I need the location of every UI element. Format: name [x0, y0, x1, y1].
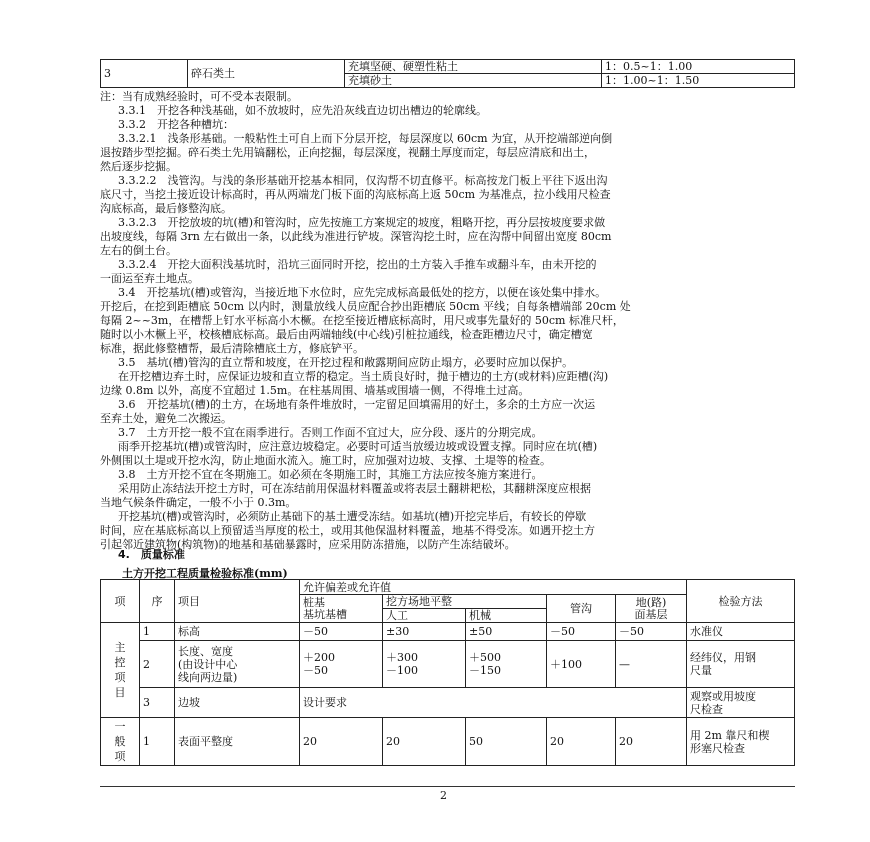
header-site: 挖方场地平整 [383, 595, 547, 609]
cell-item: 表面平整度 [175, 718, 300, 766]
cell-method-line: 形塞尺检查 [690, 741, 745, 755]
slope-table [100, 59, 795, 88]
paragraph: 左右的倒土台。 [100, 244, 177, 257]
slope-table-fill: 充填坚硬、硬塑性粘土 [345, 60, 602, 74]
cell-method [687, 688, 795, 718]
cell-value-line: ＋200 [303, 651, 335, 664]
paragraph: 3.3.2.4 开挖大面积浅基坑时，沿坑三面同时开挖，挖出的土方装入手推车或翻斗车，由未开挖的 [118, 258, 597, 271]
paragraph: 标准，据此修整槽帮，最后清除槽底土方，修底铲平。 [100, 342, 364, 355]
paragraph: 至弃土处，避免二次搬运。 [100, 412, 232, 425]
group-general-char: 项 [114, 750, 126, 763]
paragraph: 3.3.2.3 开挖放坡的坑(槽)和管沟时，应先按施工方案规定的坡度，粗略开挖，再分层按坡度要求做 [118, 216, 606, 229]
paragraph: 一面运至弃土地点。 [100, 272, 199, 285]
cell-value: — [616, 641, 687, 688]
cell-value: －50 [616, 623, 687, 641]
header-road [616, 595, 687, 623]
cell-seq: 1 [140, 623, 175, 641]
cell-value-span: 设计要求 [300, 688, 687, 718]
paragraph: 每隔 2~~3m，在槽帮上钉水平标高小木橛。在挖至接近槽底标高时，用尺或事先量好的 50cm 标准尺杆， [100, 314, 624, 327]
slope-table-fill: 充填砂土 [345, 74, 602, 88]
slope-table-soil: 碎石类土 [188, 60, 345, 88]
cell-item [175, 641, 300, 688]
paragraph: 当地气候条件确定，一般不小于 0.3m。 [100, 496, 297, 509]
slope-table-value: 1：1.00~1：1.50 [602, 74, 795, 88]
slope-table-no: 3 [101, 60, 188, 88]
paragraph: 雨季开挖基坑(槽)或管沟时，应注意边坡稳定。必要时可适当放缓边坡或设置支撑。同时应在坑(槽) [118, 440, 598, 453]
cell-value: 20 [616, 718, 687, 766]
note: 注：当有成熟经验时，可不受本表限制。 [100, 90, 298, 103]
paragraph: 然后逐步挖掘。 [100, 160, 177, 173]
cell-value: 20 [383, 718, 466, 766]
group-main-char: 项 [114, 671, 126, 684]
header-road-line: 面基层 [634, 607, 668, 621]
paragraph: 3.3.2 开挖各种槽坑： [118, 118, 234, 131]
cell-value: 20 [547, 718, 616, 766]
group-main [101, 623, 140, 718]
cell-value-line: －50 [303, 664, 328, 677]
cell-value: ＋100 [547, 641, 616, 688]
cell-method [687, 718, 795, 766]
header-pile-line: 基坑基槽 [303, 607, 347, 621]
paragraph: 时间，应在基底标高以上预留适当厚度的松土，或用其他保温材料覆盖，地基不得受冻。如遇开挖土方 [100, 524, 595, 537]
cell-item-line: 线向两边量) [178, 670, 238, 684]
cell-value: 20 [300, 718, 383, 766]
paragraph: 边缘 0.8m 以外，高度不宜超过 1.5m。在柱基周围、墙基或围墙一侧，不得堆土过高。 [100, 384, 530, 397]
table-title: 土方开挖工程质量检验标准(mm) [122, 567, 288, 580]
header-machine: 机械 [466, 609, 547, 623]
cell-seq: 2 [140, 641, 175, 688]
cell-item: 边坡 [175, 688, 300, 718]
group-general-char: 般 [114, 735, 126, 748]
paragraph: 出坡度线，每隔 3rn 左右做出一条，以此线为准进行铲坡。深管沟挖土时，应在沟帮中间留出宽度 80cm [100, 230, 612, 243]
cell-value-line: ＋500 [469, 651, 501, 664]
paragraph: 外侧围以土堤或开挖水沟，防止地面水流入。施工时，应加强对边坡、支撑、土堤等的检查。 [100, 454, 551, 467]
header-ditch: 管沟 [547, 595, 616, 623]
paragraph: 3.3.2.2 浅管沟。与浅的条形基础开挖基本相同，仅沟帮不切直修平。标高按龙门板上平往下返出沟 [118, 174, 608, 187]
group-general [101, 718, 140, 766]
cell-method-line: 经纬仪，用钢 [690, 651, 756, 664]
paragraph: 开挖后，在挖到距槽底 50cm 以内时，测量放线人员应配合抄出距槽底 50cm 平线；自每条槽端部 20cm 处 [100, 300, 631, 313]
cell-value: －50 [300, 623, 383, 641]
header-road-line: 地(路) [635, 595, 667, 609]
cell-value [466, 641, 547, 688]
paragraph: 3.5 基坑(槽)管沟的直立帮和坡度，在开挖过程和敞露期间应防止塌方，必要时应加以保护。 [118, 356, 574, 369]
paragraph: 3.4 开挖基坑(槽)或管沟，当接近地下水位时，应先完成标高最低处的挖方，以便在该处集中排水。 [118, 286, 607, 299]
header-method: 检验方法 [687, 580, 795, 623]
group-main-char: 主 [114, 641, 126, 654]
paragraph: 开挖基坑(槽)或管沟时，必须防止基础下的基土遭受冻结。如基坑(槽)开挖完毕后，有较长的停歇 [118, 510, 587, 523]
paragraph: 退按踏步型挖掘。碎石类土先用镐翻松，正向挖掘，每层深度，视翻土厚度而定，每层应清底和出土， [100, 146, 595, 159]
header-manual: 人工 [383, 609, 466, 623]
cell-method-line: 用 2m 靠尺和楔 [690, 728, 770, 742]
header-pile-line: 桩基 [303, 595, 325, 609]
cell-method-line: 观察或用坡度 [690, 689, 756, 703]
quality-standard-table [100, 579, 795, 766]
cell-value: ±50 [466, 623, 547, 641]
cell-method-line: 尺检查 [690, 702, 723, 716]
cell-item-line: 长度、宽度 [178, 644, 233, 658]
group-main-char: 目 [114, 686, 126, 699]
paragraph: 沟底标高，最后修整沟底。 [100, 202, 232, 215]
cell-method-line: 尺量 [690, 664, 712, 677]
header-item-group: 项 [101, 580, 140, 623]
cell-seq: 3 [140, 688, 175, 718]
cell-value-line: ＋300 [386, 651, 418, 664]
cell-item-line: (由设计中心 [178, 657, 238, 671]
cell-method: 水准仪 [687, 623, 795, 641]
header-pile [300, 595, 383, 623]
paragraph: 随时以小木橛上平，校核槽底标高。最后由两端轴线(中心线)引桩拉通线，检查距槽边尺寸，确定槽宽 [100, 328, 593, 341]
cell-value-line: －100 [386, 664, 418, 677]
cell-method [687, 641, 795, 688]
cell-value [300, 641, 383, 688]
footer-divider [100, 786, 795, 787]
header-item: 项目 [175, 580, 300, 623]
slope-table-value: 1：0.5~1：1.00 [602, 60, 795, 74]
header-allowed: 允许偏差或允许值 [300, 580, 687, 595]
paragraph: 采用防止冻结法开挖土方时，可在冻结前用保温材料覆盖或将表层土翻耕耙松，其翻耕深度应根据 [118, 482, 591, 495]
cell-value: ±30 [383, 623, 466, 641]
paragraph: 3.6 开挖基坑(槽)的土方，在场地有条件堆放时，一定留足回填需用的好土，多余的土方应一次运 [118, 398, 596, 411]
header-seq: 序 [140, 580, 175, 623]
paragraph: 3.8 土方开挖不宜在冬期施工。如必须在冬期施工时，其施工方法应按冬施方案进行。 [118, 468, 543, 481]
group-main-char: 控 [114, 656, 126, 669]
paragraph: 底尺寸，当挖土接近设计标高时，再从两端龙门板下面的沟底标高上返 50cm 为基准点，拉小线用尺检查 [100, 188, 611, 201]
paragraph: 在开挖槽边弃土时，应保证边坡和直立帮的稳定。当土质良好时，抛于槽边的土方(或材料)应距槽(沟) [118, 370, 609, 383]
page-number: 2 [440, 789, 447, 802]
cell-value: 50 [466, 718, 547, 766]
cell-seq: 1 [140, 718, 175, 766]
paragraph: 3.3.1 开挖各种浅基础，如不放坡时，应先沿灰线直边切出槽边的轮廓线。 [118, 104, 487, 117]
section-heading: 4. 质量标准 [118, 548, 185, 561]
group-general-char: 一 [114, 720, 126, 733]
paragraph: 引起邻近建筑物(构筑物)的地基和基础暴露时，应采用防冻措施，以防产生冻结破坏。 [100, 538, 516, 551]
paragraph: 3.3.2.1 浅条形基础。一般粘性土可自上而下分层开挖，每层深度以 60cm 为宜，从开挖端部逆向倒 [118, 132, 613, 145]
paragraph: 3.7 土方开挖一般不宜在雨季进行。否则工作面不宜过大，应分段、逐片的分期完成。 [118, 426, 543, 439]
cell-value-line: －150 [469, 664, 501, 677]
cell-value: －50 [547, 623, 616, 641]
cell-value [383, 641, 466, 688]
cell-item: 标高 [175, 623, 300, 641]
